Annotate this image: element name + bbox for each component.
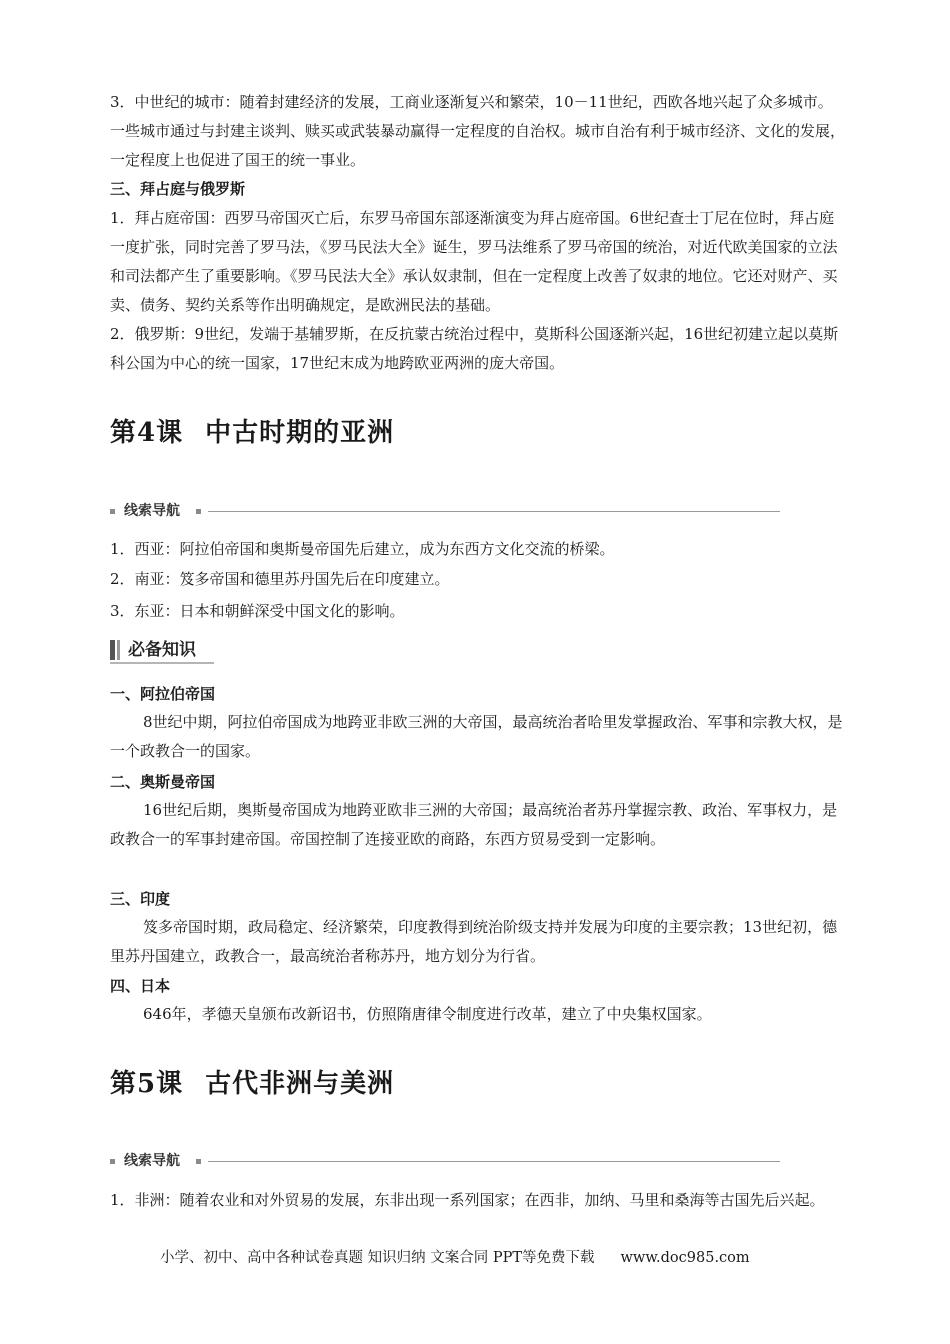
lesson-4-number: 第4课 — [110, 418, 184, 448]
heading-ottoman-empire: 二、奥斯曼帝国 — [110, 773, 216, 791]
clue-navigation-bar — [110, 1152, 780, 1170]
bullet-square-icon — [196, 1159, 201, 1164]
banner-bar-icon — [110, 640, 115, 660]
page-footer — [160, 1246, 750, 1270]
lesson-5-title: 古代非洲与美洲 — [205, 1069, 395, 1099]
paragraph-russia: 2．俄罗斯：9世纪，发端于基辅罗斯，在反抗蒙古统治过程中，莫斯科公国逐渐兴起，16世纪初建立起以莫斯科公国为中心的统一国家，17世纪末成为地跨欧亚两洲的庞大帝国。 — [110, 325, 839, 372]
lesson-4-title: 中古时期的亚洲 — [205, 418, 395, 448]
footer-url[interactable]: www.doc985.com — [620, 1250, 750, 1266]
clue-navigation-bar — [110, 502, 780, 520]
bullet-square-icon — [196, 509, 201, 514]
must-know-banner — [110, 638, 214, 664]
heading-india: 三、印度 — [110, 890, 171, 908]
clue-item: 2．南亚：笈多帝国和德里苏丹国先后在印度建立。 — [110, 570, 450, 588]
must-know-label: 必备知识 — [128, 640, 196, 660]
paragraph-byzantium: 1．拜占庭帝国：西罗马帝国灭亡后，东罗马帝国东部逐渐演变为拜占庭帝国。6世纪查士丁尼在位时，拜占庭一度扩张，同时完善了罗马法，《罗马民法大全》诞生，罗马法维系了罗马帝国的统治，对近代欧美国家的立法和司法都产生了重要影响。《罗马民法大全》承认奴隶制，但在一定程度上改善了奴隶的地位。它还对财产、买卖、债务、契约关系等作出明确规定，是欧洲民法的基础。 — [110, 209, 838, 314]
divider-line — [208, 1161, 780, 1162]
divider-line — [208, 511, 780, 512]
clue-navigation-label: 线索导航 — [124, 503, 180, 519]
heading-arab-empire: 一、阿拉伯帝国 — [110, 685, 216, 703]
banner-bar-icon — [117, 640, 120, 660]
bullet-square-icon — [110, 509, 115, 514]
lesson-5-number: 第5课 — [110, 1069, 184, 1099]
clue-item: 3．东亚：日本和朝鲜深受中国文化的影响。 — [110, 602, 405, 620]
lesson-4-heading — [110, 412, 394, 449]
footer-text: 小学、初中、高中各种试卷真题 知识归纳 文案合同 PPT等免费下载 — [160, 1250, 595, 1266]
paragraph-india: 笈多帝国时期，政局稳定、经济繁荣，印度教得到统治阶级支持并发展为印度的主要宗教；13世纪初，德里苏丹国建立，政教合一，最高统治者称苏丹，地方划分为行省。 — [110, 918, 838, 965]
heading-japan: 四、日本 — [110, 977, 171, 995]
clue-item: 1．西亚：阿拉伯帝国和奥斯曼帝国先后建立，成为东西方文化交流的桥梁。 — [110, 540, 615, 558]
banner-underline — [110, 662, 214, 664]
paragraph-medieval-cities: 3．中世纪的城市：随着封建经济的发展，工商业逐渐复兴和繁荣，10－11世纪，西欧各地兴起了众多城市。一些城市通过与封建主谈判、赎买或武装暴动赢得一定程度的自治权。城市自治有利于城市经济、文化的发展，一定程度上也促进了国王的统一事业。 — [110, 93, 846, 169]
paragraph-africa: 1．非洲：随着农业和对外贸易的发展，东非出现一系列国家；在西非，加纳、马里和桑海等古国先后兴起。 — [110, 1191, 825, 1209]
paragraph-japan: 646年，孝德天皇颁布改新诏书，仿照隋唐律令制度进行改革，建立了中央集权国家。 — [143, 1005, 712, 1023]
lesson-5-heading — [110, 1063, 394, 1100]
paragraph-arab-empire: 8世纪中期，阿拉伯帝国成为地跨亚非欧三洲的大帝国，最高统治者哈里发掌握政治、军事和宗教大权，是一个政教合一的国家。 — [110, 713, 843, 760]
clue-navigation-label: 线索导航 — [124, 1153, 180, 1169]
paragraph-ottoman-empire: 16世纪后期，奥斯曼帝国成为地跨亚欧非三洲的大帝国；最高统治者苏丹掌握宗教、政治、军事权力，是政教合一的军事封建帝国。帝国控制了连接亚欧的商路，东西方贸易受到一定影响。 — [110, 801, 838, 848]
bullet-square-icon — [110, 1159, 115, 1164]
heading-byzantium-russia: 三、拜占庭与俄罗斯 — [110, 180, 246, 198]
